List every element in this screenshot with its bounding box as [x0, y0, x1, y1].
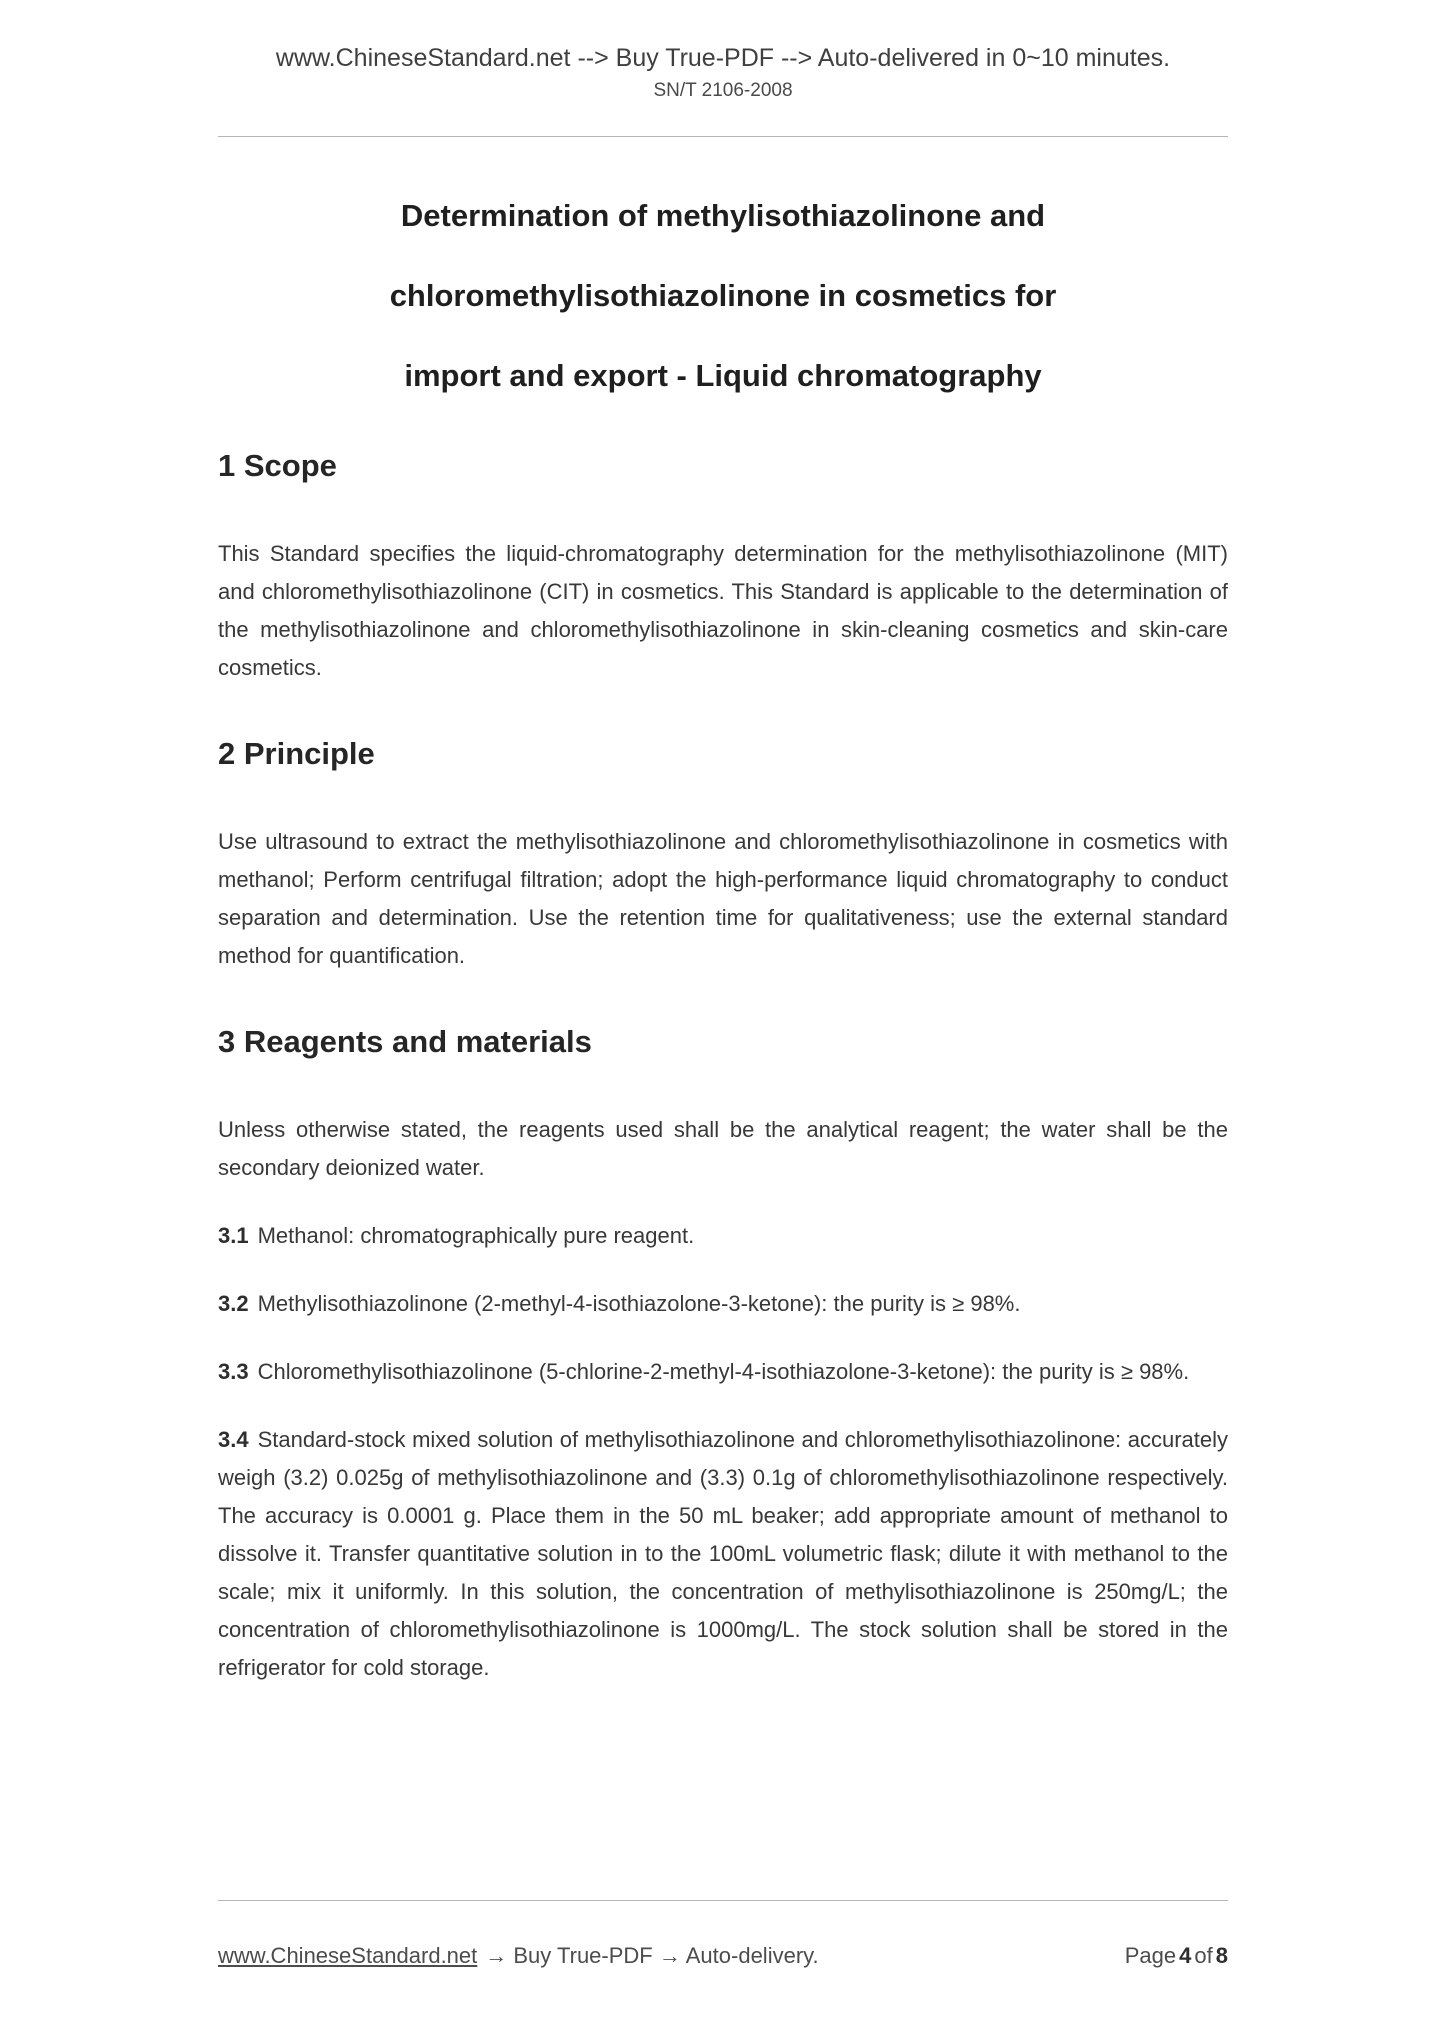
of-word: of [1194, 1943, 1213, 1968]
document-title [218, 199, 1228, 392]
section-principle-paragraph: Use ultrasound to extract the methylisothiazolinone and chloromethylisothiazolinone in cosmetics with methanol; Perform centrifugal filtration; adopt the high-performance liquid chromatography to conduct separation and determination. Use the retention time for qualitativeness; use the external standard method for quantification. [218, 829, 1228, 968]
clause-3-1-number: 3.1 [218, 1223, 249, 1248]
section-scope [218, 447, 1228, 687]
clause-3-4-text: Standard-stock mixed solution of methylisothiazolinone and chloromethylisothiazolinone: accurately weigh (3.2) 0.025g of methylisothiazolinone and (3.3) 0.1g of chloromethylisothiazolinone respectively. The accuracy is 0.0001 g. Place them in the 50 mL beaker; add appropriate amount of methanol to dissolve it. Transfer quantitative solution in to the 100mL volumetric flask; dilute it with methanol to the scale; mix it uniformly. In this solution, the concentration of methylisothiazolinone is 250mg/L; the concentration of chloromethylisothiazolinone is 1000mg/L. The stock solution shall be stored in the refrigerator for cold storage. [218, 1427, 1228, 1680]
footer-divider [218, 1900, 1228, 1901]
clause-3-4 [218, 1421, 1228, 1687]
section-principle-heading: 2 Principle [218, 736, 375, 771]
page-number: 4 [1179, 1943, 1192, 1968]
footer-tagline [218, 1943, 819, 1969]
section-principle [218, 735, 1228, 975]
clause-3-2-text: Methylisothiazolinone (2-methyl-4-isothiazolone-3-ketone): the purity is ≥ 98%. [257, 1291, 1021, 1316]
footer-site-link[interactable]: www.ChineseStandard.net [218, 1943, 478, 1968]
clause-3-3 [218, 1353, 1228, 1391]
section-reagents-intro: Unless otherwise stated, the reagents used shall be the analytical reagent; the water shall be the secondary deionized water. [218, 1117, 1228, 1180]
standard-code: SN/T 2106-2008 [653, 80, 793, 101]
clause-3-4-number: 3.4 [218, 1427, 249, 1452]
clause-3-3-number: 3.3 [218, 1359, 249, 1384]
header-divider [218, 136, 1228, 137]
clause-3-2-number: 3.2 [218, 1291, 249, 1316]
title-line-2: chloromethylisothiazolinone in cosmetics for [389, 278, 1057, 313]
page-header [218, 44, 1228, 102]
section-reagents [218, 1023, 1228, 1687]
page-total: 8 [1215, 1943, 1228, 1968]
clause-3-3-text: Chloromethylisothiazolinone (5-chlorine-2-methyl-4-isothiazolone-3-ketone): the purity is ≥ 98%. [257, 1359, 1190, 1384]
page-footer [218, 1900, 1228, 1969]
section-reagents-heading: 3 Reagents and materials [218, 1024, 592, 1059]
footer-tagline-text: → Buy True-PDF → Auto-delivery. [485, 1943, 819, 1968]
page-word: Page [1124, 1943, 1177, 1968]
title-line-1: Determination of methylisothiazolinone and [400, 198, 1046, 233]
section-scope-paragraph: This Standard specifies the liquid-chromatography determination for the methylisothiazolinone (MIT) and chloromethylisothiazolinone (CIT) in cosmetics. This Standard is applicable to the determination of the methylisothiazolinone and chloromethylisothiazolinone in skin-cleaning cosmetics and skin-care cosmetics. [218, 541, 1228, 680]
title-line-3: import and export - Liquid chromatography [404, 358, 1042, 393]
section-scope-heading: 1 Scope [218, 448, 337, 483]
clause-3-1-text: Methanol: chromatographically pure reagent. [257, 1223, 695, 1248]
clause-3-2 [218, 1285, 1228, 1323]
page-indicator [1122, 1943, 1228, 1969]
site-banner: www.ChineseStandard.net --> Buy True-PDF --> Auto-delivered in 0~10 minutes. [275, 44, 1171, 72]
clause-3-1 [218, 1217, 1228, 1255]
